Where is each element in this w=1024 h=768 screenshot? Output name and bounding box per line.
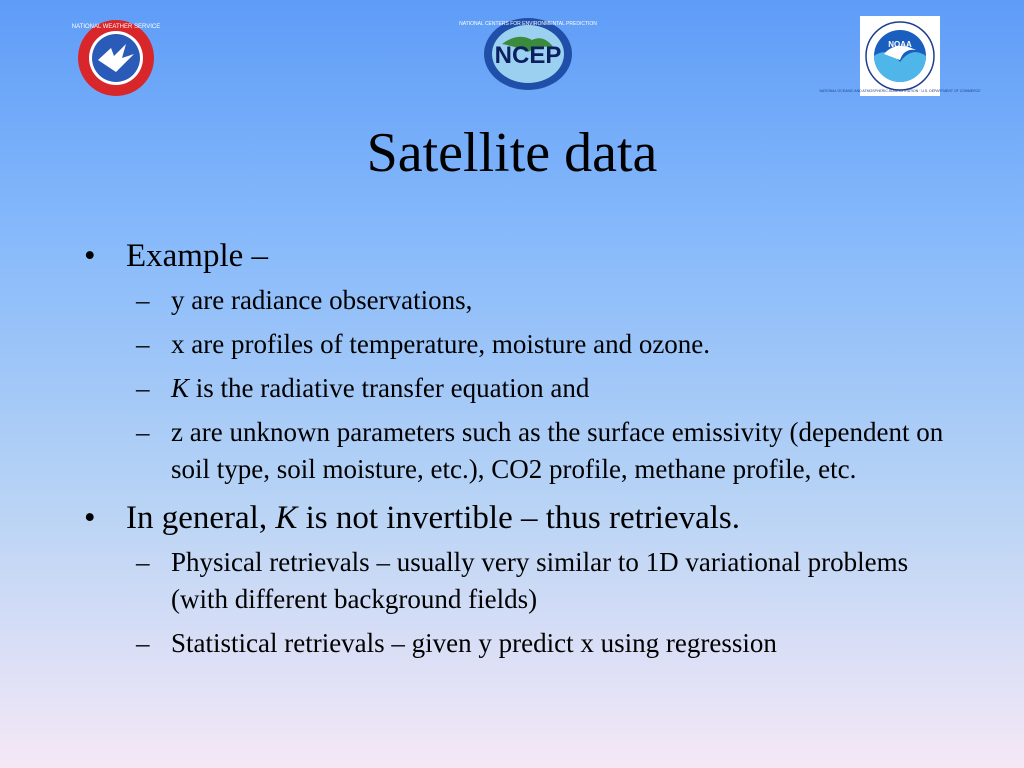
slide-body [84, 236, 964, 672]
bullet-k: K [275, 500, 298, 536]
sub-item-text: Statistical retrievals – given y predict x using regression [171, 628, 777, 658]
noaa-ring-text: NATIONAL OCEANIC AND ATMOSPHERIC ADMINISTRATION · U.S. DEPARTMENT OF COMMERCE [819, 89, 981, 93]
sub-list-example [84, 282, 964, 488]
noaa-logo [819, 16, 981, 96]
sub-item [84, 326, 964, 363]
sub-item [84, 282, 964, 319]
sub-item-text: y are radiance observations, [171, 285, 473, 315]
sub-item [84, 625, 964, 662]
sub-item-text: is the radiative transfer equation and [189, 373, 590, 403]
ncep-ring-text: NATIONAL CENTERS FOR ENVIRONMENTAL PREDICTION [459, 21, 597, 27]
sub-item-text: z are unknown parameters such as the surface emissivity (dependent on soil type, soil moisture, etc.), CO2 profile, methane profile, etc. [171, 417, 944, 484]
noaa-logo-text: NOAA [888, 40, 912, 49]
dash-mark: – [136, 547, 150, 577]
nws-logo-text: NATIONAL WEATHER SERVICE [71, 24, 161, 30]
bullet-mark: • [84, 238, 96, 274]
nws-logo [71, 18, 161, 98]
bullet-example [84, 236, 964, 276]
dash-mark: – [136, 417, 150, 447]
bullet-mark: • [84, 500, 96, 536]
sub-item-text: x are profiles of temperature, moisture and ozone. [171, 329, 711, 359]
ncep-logo [459, 14, 597, 94]
sub-item-k: K [171, 373, 190, 403]
bullet-text: Example – [126, 238, 269, 274]
sub-list-in-general [84, 544, 964, 662]
sub-item-text: Physical retrievals – usually very similar to 1D variational problems (with different background fields) [171, 547, 909, 614]
bullet-in-general [84, 498, 964, 538]
sub-item [84, 370, 964, 407]
ncep-logo-text: NCEP [494, 42, 562, 69]
bullet-text: In general, [126, 500, 276, 536]
dash-mark: – [136, 628, 150, 658]
sub-item [84, 414, 964, 488]
dash-mark: – [136, 373, 150, 403]
slide-title: Satellite data [366, 122, 658, 184]
dash-mark: – [136, 285, 150, 315]
sub-item [84, 544, 964, 618]
dash-mark: – [136, 329, 150, 359]
bullet-text: is not invertible – thus retrievals. [297, 500, 741, 536]
